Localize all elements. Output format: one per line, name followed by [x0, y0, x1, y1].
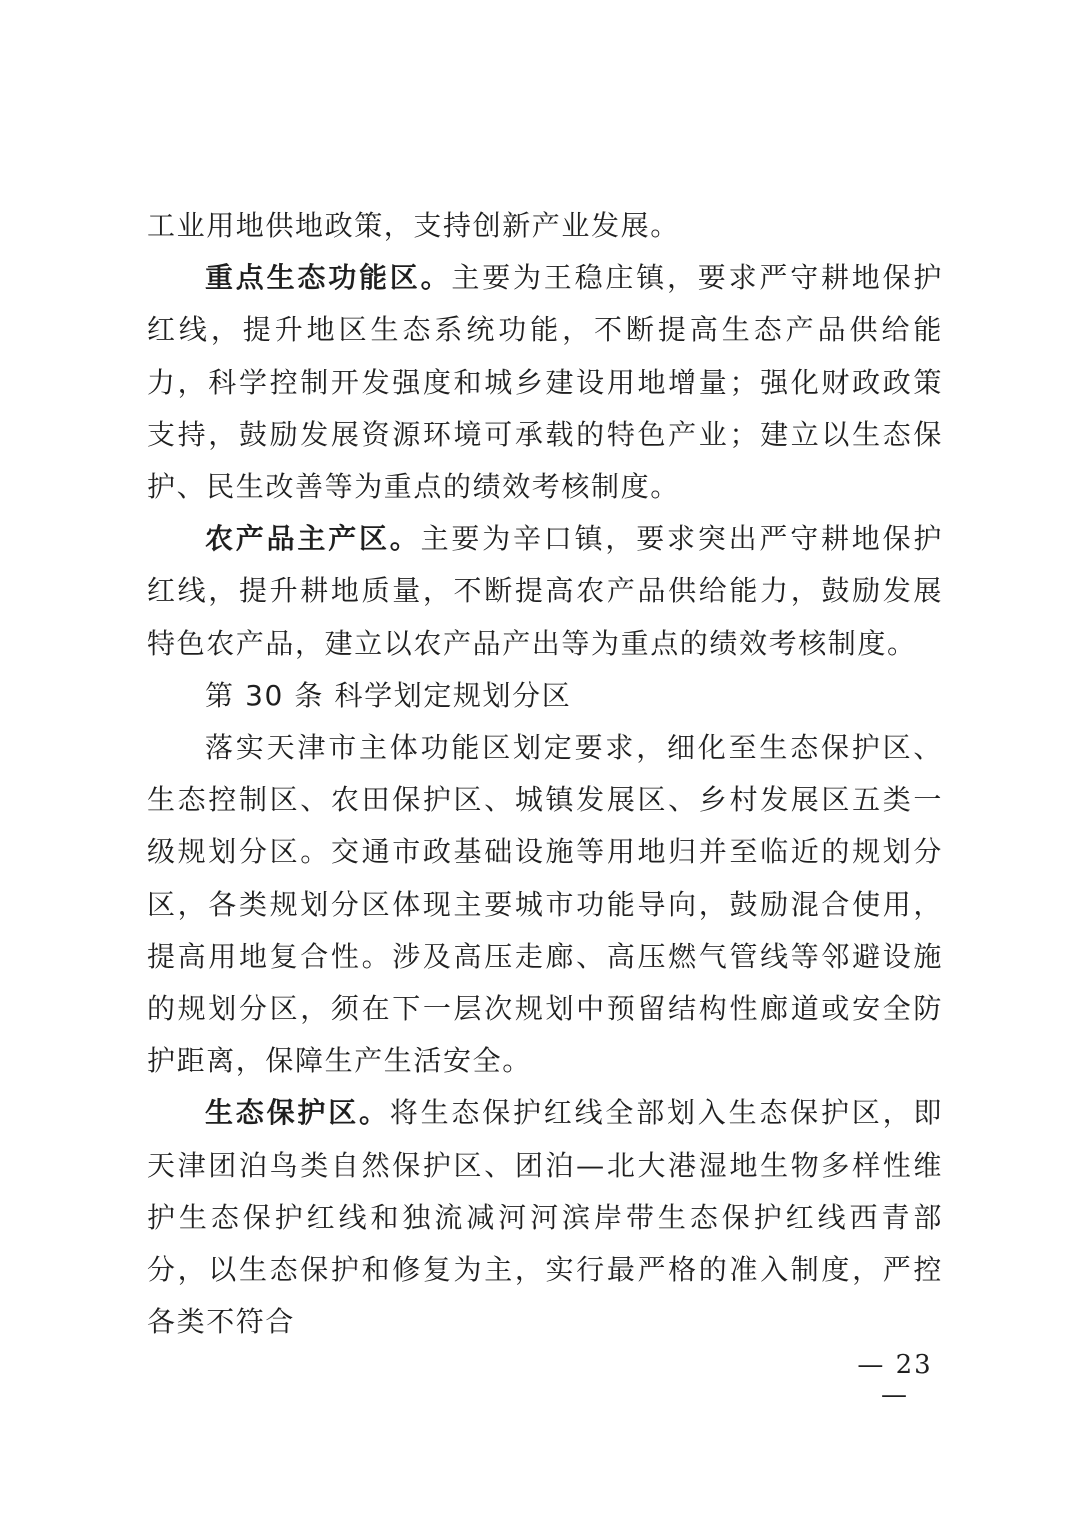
- article-heading: 第 30 条 科学划定规划分区: [205, 678, 572, 712]
- paragraph-lead: 重点生态功能区。: [205, 261, 452, 295]
- paragraph-lead: 生态保护区。: [205, 1096, 390, 1130]
- paragraph-lead: 农产品主产区。: [205, 522, 421, 556]
- page-number: — 23 —: [857, 1350, 933, 1410]
- paragraph-planning-zones: [147, 722, 943, 1087]
- paragraph-agricultural-zone: [147, 513, 943, 670]
- paragraph-text: 工业用地供地政策，支持创新产业发展。: [147, 209, 680, 242]
- body-text: [147, 200, 943, 1348]
- paragraph-key-ecological-zone: [147, 252, 943, 513]
- paragraph-ecological-protection-zone: [147, 1087, 943, 1348]
- paragraph-text: 主要为辛口镇，要求突出严守耕地保护红线，提升耕地质量，不断提高农产品供给能力，鼓励发展特色农产品，建立以农产品产出等为重点的绩效考核制度。: [147, 522, 944, 660]
- paragraph-text: 落实天津市主体功能区划定要求，细化至生态保护区、生态控制区、农田保护区、城镇发展区、乡村发展区五类一级规划分区。交通市政基础设施等用地归并至临近的规划分区，各类规划分区体现主要城市功能导向，鼓励混合使用，提高用地复合性。涉及高压走廊、高压燃气管线等邻避设施的规划分区，须在下一层次规划中预留结构性廊道或安全防护距离，保障生产生活安全。: [147, 731, 943, 1078]
- paragraph-text: 将生态保护红线全部划入生态保护区，即天津团泊鸟类自然保护区、团泊—北大港湿地生物多样性维护生态保护红线和独流减河河滨岸带生态保护红线西青部分，以生态保护和修复为主，实行最严格的准入制度，严控各类不符合: [147, 1096, 943, 1339]
- paragraph-text: 主要为王稳庄镇，要求严守耕地保护红线，提升地区生态系统功能，不断提高生态产品供给能力，科学控制开发强度和城乡建设用地增量；强化财政政策支持，鼓励发展资源环境可承载的特色产业；建立以生态保护、民生改善等为重点的绩效考核制度。: [147, 261, 943, 504]
- paragraph-continued: [147, 200, 943, 252]
